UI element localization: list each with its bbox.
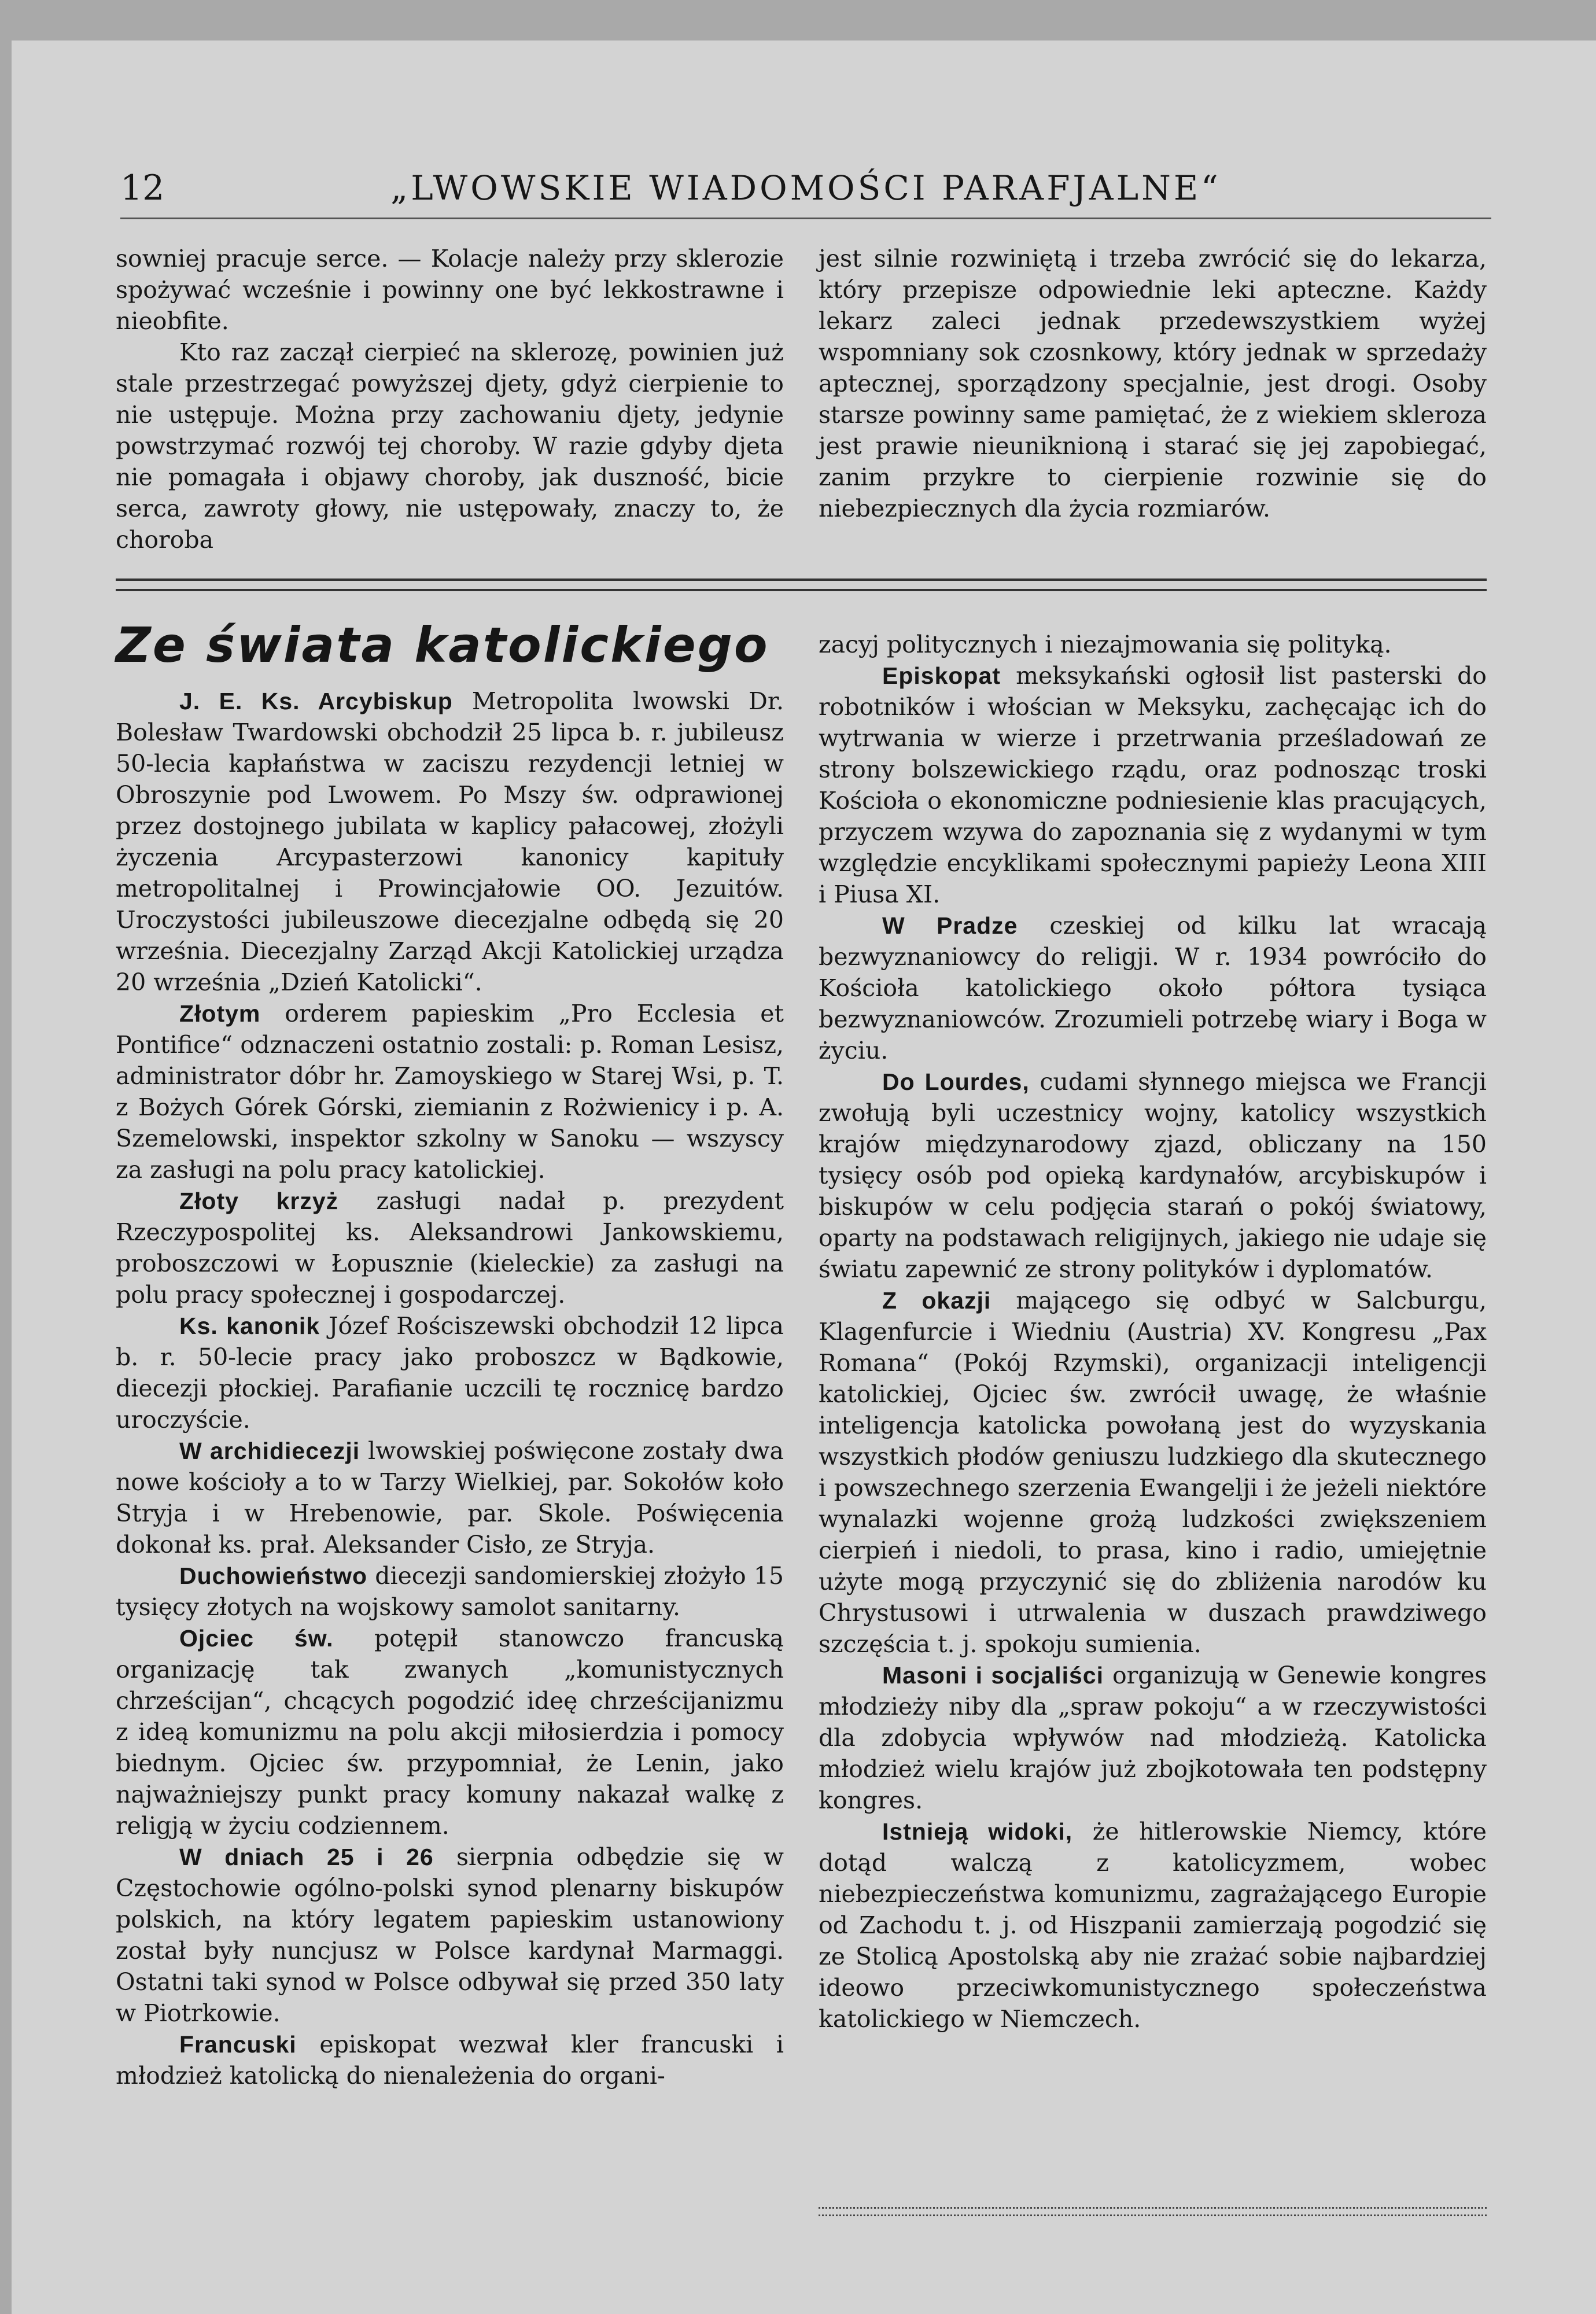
paragraph: Kto raz zaczął cierpieć na sklerozę, powinien już stale przestrzegać powyższej djety, gdyż cierpienie to nie ustępuje. Można przy zachowaniu djety, jedynie powstrzymać rozwój tej choroby. W razie gdyby djeta nie pomagała i objawy choroby, jak duszność, bicie serca, zawroty głowy, nie ustępowały, znaczy to, że choroba (116, 338, 784, 554)
news-text: orderem papieskim „Pro Ecclesia et Pontifice“ odznaczeni ostatnio zostali: p. Roman Lesisz, administrator dóbr hr. Zamoyskiego w Starej Wsi, p. T. z Bożych Górek Górski, ziemianin z Rożwienicy i p. A. Szemelowski, inspektor szkolny w Sanoku — wszyscy za zasługi na polu pracy katolickiej. (116, 1000, 784, 1184)
news-item (819, 629, 1487, 660)
news-lead: Z okazji (882, 1287, 991, 1314)
news-column-right (819, 629, 1487, 2035)
news-text: zasługi nadał p. prezydent Rzeczypospolitej ks. Aleksandrowi Jankowskiemu, proboszczowi w Łopusznie (kieleckie) za zasługi na polu pracy społecznej i gospodarczej. (116, 1187, 784, 1309)
news-item (116, 1623, 784, 1841)
news-item (819, 1816, 1487, 2035)
header-rule (120, 218, 1491, 219)
news-lead: Do Lourdes, (882, 1068, 1030, 1095)
section-divider (116, 578, 1487, 591)
news-column-left (116, 686, 784, 2091)
news-text: zacyj politycznych i niezajmowania się polityką. (819, 631, 1392, 658)
news-lead: Masoni i socjaliści (882, 1662, 1104, 1689)
news-lead: Ojciec św. (179, 1625, 334, 1652)
news-text: mającego się odbyć w Salcburgu, Klagenfurcie i Wiedniu (Austria) XV. Kongresu „Pax Romana“ (Pokój Rzymski), organizacji inteligencji katolickiej, Ojciec św. zwrócił uwagę, że właśnie inteligencja katolicka powołaną jest do wyzyskania wszystkich płodów geniuszu ludzkiego dla skutecznego i powszechnego szerzenia Ewangelji i że jeżeli niektóre wynalazki wojenne grożą ludzkości zwiększeniem cierpień i niedoli, to prasa, kino i radio, umiejętnie użyte mogą przyczynić się do zbliżenia narodów ku Chrystusowi i utrwalenia w duszach prawdziwego szczęścia t. j. spokoju sumienia. (819, 1287, 1487, 1658)
news-text: meksykański ogłosił list pasterski do robotników i włościan w Meksyku, zachęcając ich do wytrwania w wierze i przetrwania prześladowań ze strony bolszewickiego rządu, oraz podnosząc troski Kościoła o ekonomiczne podniesienie klas pracujących, przyczem wzywa do zapoznania się z wydanymi w tym względzie encyklikami społecznymi papieży Leona XIII i Piusa XI. (819, 662, 1487, 908)
journal-title: „LWOWSKIE WIADOMOŚCI PARAFJALNE“ (390, 168, 1221, 208)
news-lead: W archidiecezji (179, 1438, 360, 1464)
news-lead: Ks. kanonik (179, 1313, 320, 1339)
news-lead: W dniach 25 i 26 (179, 1844, 434, 1870)
news-lead: Złotym (179, 1000, 261, 1027)
section-title: Ze świata katolickiego (116, 617, 769, 673)
news-item (116, 1185, 784, 1310)
news-lead: Francuski (179, 2031, 297, 2058)
news-item (819, 1066, 1487, 1285)
news-item (116, 686, 784, 998)
news-item (116, 1560, 784, 1623)
news-lead: J. E. Ks. Arcybiskup (179, 688, 453, 714)
news-item (819, 1660, 1487, 1816)
news-text: organizują w Genewie kongres młodzieży niby dla „spraw pokoju“ a w rzeczywistości dla zdobycia wpływów nad młodzieżą. Katolicka młodzież wielu krajów już zbojkotowała ten podstępny kongres. (819, 1661, 1487, 1814)
news-item (819, 660, 1487, 910)
news-item (819, 910, 1487, 1066)
news-text: cudami słynnego miejsca we Francji zwołują byli uczestnicy wojny, katolicy wszystkich krajów międzynarodowy zjazd, obliczany na 150 tysięcy osób pod opieką kardynałów, arcybiskupów i biskupów w celu podjęcia starań o pokój światowy, oparty na podstawach religijnych, jakiego nie udaje się światu zapewnić ze strony polityków i dyplomatów. (819, 1068, 1487, 1283)
paragraph: jest silnie rozwiniętą i trzeba zwrócić się do lekarza, który przepisze odpowiednie leki apteczne. Każdy lekarz zaleci jednak przedewszystkiem wyżej wspomniany sok czosnkowy, który jednak w sprzedaży aptecznej, sporządzony specjalnie, jest drogi. Osoby starsze powinny same pamiętać, że z wiekiem skleroza jest prawie nieuniknioną i starać się jej zapobiegać, zanim przykre to cierpienie rozwinie się do niebezpiecznych dla życia rozmiarów. (819, 245, 1487, 522)
news-item (116, 1841, 784, 2029)
news-item (116, 1310, 784, 1435)
news-text: episkopat wezwał kler francuski i młodzież katolicką do nienależenia do organi- (116, 2031, 784, 2090)
news-text: lwowskiej poświęcone zostały dwa nowe kościoły a to w Tarzy Wielkiej, par. Sokołów koło Stryja i w Hrebenowie, par. Skole. Poświęcenia dokonał ks. prał. Aleksander Cisło, ze Stryja. (116, 1437, 784, 1558)
news-item (116, 998, 784, 1185)
news-lead: Episkopat (882, 662, 1001, 689)
news-lead: Złoty krzyż (179, 1188, 339, 1214)
news-text: Józef Rościszewski obchodził 12 lipca b. r. 50-lecie pracy jako proboszcz w Bądkowie, diecezji płockiej. Parafianie uczcili tę rocznicę bardzo uroczyście. (116, 1312, 784, 1434)
end-ornament (819, 2207, 1487, 2216)
news-lead: Istnieją widoki, (882, 1818, 1073, 1845)
news-text: potępił stanowczo francuską organizację tak zwanych „komunistycznych chrześcijan“, chcących pogodzić ideę chrześcijanizmu z ideą komunizmu na polu akcji miłosierdzia i pomocy biednym. Ojciec św. przypomniał, że Lenin, jako najważniejszy punkt pracy komuny nakazał walkę z religją w życiu codziennem. (116, 1624, 784, 1840)
news-text: Metropolita lwowski Dr. Bolesław Twardowski obchodził 25 lipca b. r. jubileusz 50-lecia kapłaństwa w zaciszu rezydencji letniej w Obroszynie pod Lwowem. Po Mszy św. odprawionej przez dostojnego jubilata w kaplicy pałacowej, złożyli życzenia Arcypasterzowi kanonicy kapituły metropolitalnej i Prowincjałowie OO. Jezuitów. Uroczystości jubileuszowe diecezjalne odbędą się 20 września. Diecezjalny Zarząd Akcji Katolickiej urządza 20 września „Dzień Katolicki“. (116, 687, 784, 996)
news-item (116, 1435, 784, 1560)
news-text: diecezji sandomierskiej złożyło 15 tysięcy złotych na wojskowy samolot sanitarny. (116, 1562, 784, 1621)
news-item (819, 1285, 1487, 1660)
article-continuation-left (116, 243, 784, 555)
paragraph: sowniej pracuje serce. — Kolacje należy przy sklerozie spożywać wcześnie i powinny one być lekkostrawne i nieobfite. (116, 245, 784, 335)
news-text: sierpnia odbędzie się w Częstochowie ogólno-polski synod plenarny biskupów polskich, na który legatem papieskim ustanowiony został były nuncjusz w Polsce kardynał Marmaggi. Ostatni taki synod w Polsce odbywał się przed 350 laty w Piotrkowie. (116, 1843, 784, 2027)
article-continuation-right (819, 243, 1487, 524)
news-lead: Duchowieństwo (179, 1563, 368, 1589)
news-text: czeskiej od kilku lat wracają bezwyznaniowcy do religji. W r. 1934 powróciło do Kościoła katolickiego około półtora tysiąca bezwyznaniowców. Zrozumieli potrzebę wiary i Boga w życiu. (819, 912, 1487, 1064)
news-item (116, 2029, 784, 2091)
page-header (120, 168, 1491, 220)
news-lead: W Pradze (882, 912, 1018, 939)
news-text: że hitlerowskie Niemcy, które dotąd walczą z katolicyzmem, wobec niebezpieczeństwa komunizmu, zagrażającego Europie od Zachodu t. j. od Hiszpanii zamierzają pogodzić się ze Stolicą Apostolską aby nie zrażać sobie najbardziej ideowo przeciwkomunistycznego społeczeństwa katolickiego w Niemczech. (819, 1818, 1487, 2033)
page-number: 12 (120, 168, 165, 208)
